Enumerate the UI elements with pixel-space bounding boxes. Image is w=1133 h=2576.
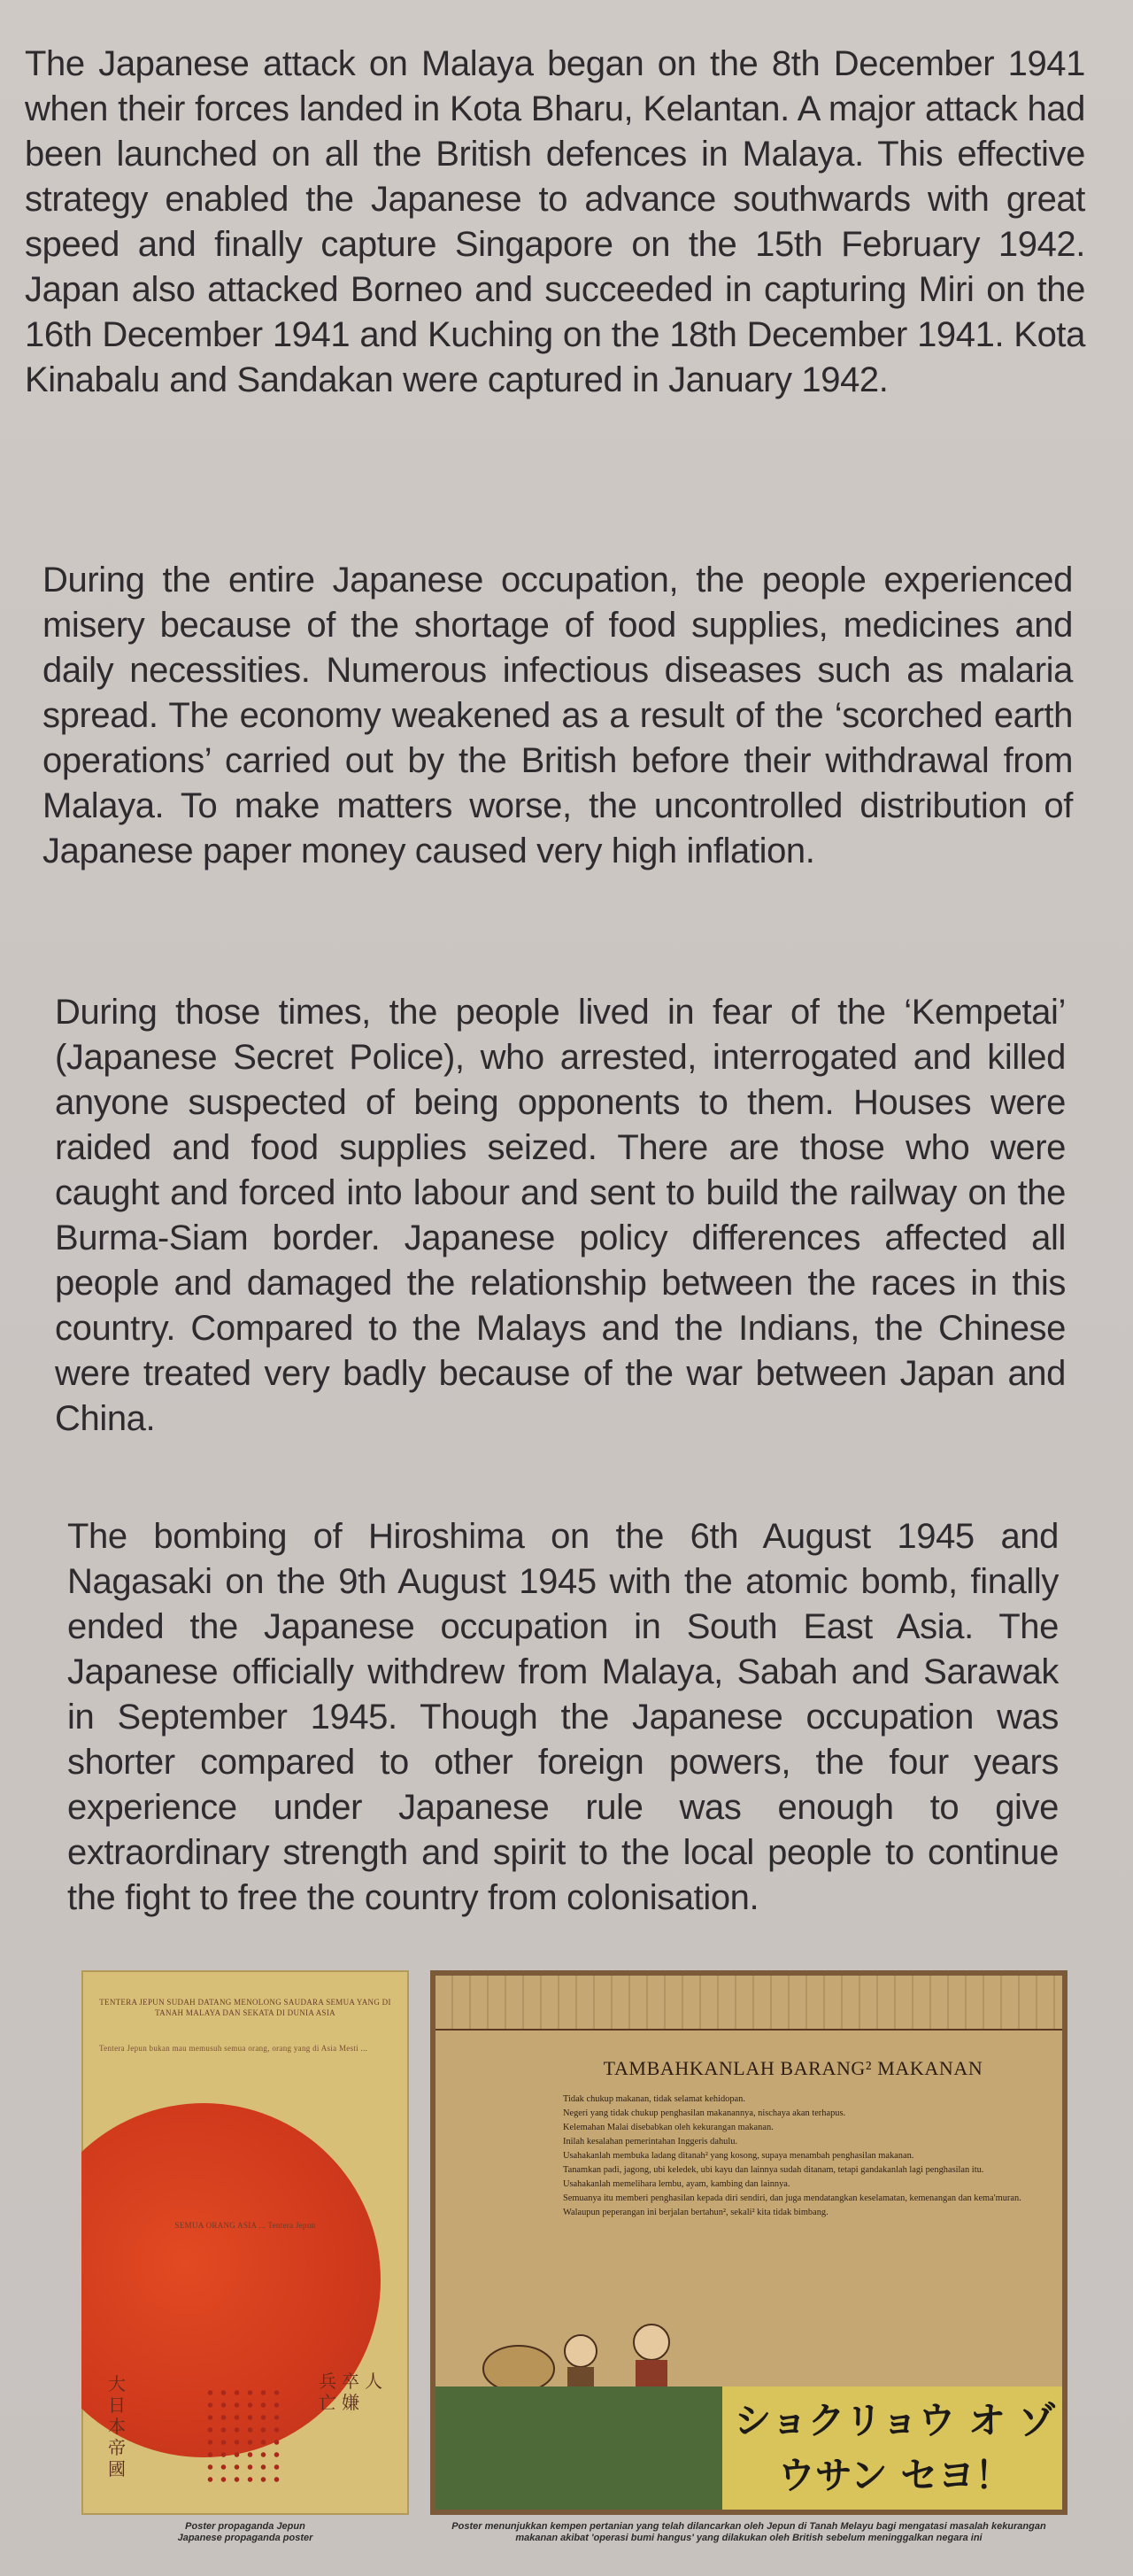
poster-katakana-slogan: ショクリョウ オ ゾウサン セヨ！ [734,2399,1056,2497]
poster-line: Tidak chukup makanan, tidak selamat kehidopan. [563,2094,745,2104]
poster-line: Kelemahan Malai disebabkan oleh kekurangan makanan. [563,2123,774,2132]
poster-line: Semuanya itu memberi penghasilan kepada diri sendiri, dan juga mendatangkan keselamatan, kemenangan dan kema'muran. [563,2193,1021,2203]
agriculture-poster-image [430,1970,1067,2515]
dot-pattern [204,2386,283,2484]
poster-line: Inilah kesalahan pemerintahan Inggeris dahulu. [563,2137,738,2147]
paragraph-occupation-misery: During the entire Japanese occupation, the people experienced misery because of the shortage of food supplies, medicines and daily necessities. Numerous infectious diseases such as malaria spread. The economy weakened as a result of the ‘scorched earth operations’ carried out by the British before their withdrawal from Malaya. To make matters worse, the uncontrolled distribution of Japanese paper money caused very high inflation. [42,561,1073,870]
poster2-caption: Poster menunjukkan kempen pertanian yang telah dilancarkan oleh Jepun di Tanah Melayu bagi mengatasi masalah kekurangan makanan akibat 'operasi bumi hangus' yang dilakukan oleh British sebelum meninggalkan negara ini [451,2521,1046,2543]
cjk-column-left: 大日本帝國 [108,2373,126,2479]
poster-line: Walaupun peperangan ini berjalan bertahun², sekali² kita tidak bimbang. [563,2208,829,2217]
poster-line: Usahakanlah memelihara lembu, ayam, kambing dan lainnya. [563,2179,790,2189]
paragraph-japanese-attack: The Japanese attack on Malaya began on the 8th December 1941 when their forces landed in Kota Bharu, Kelantan. A major attack had been launched on all the British defences in Malaya. This effective strategy enabled the Japanese to advance southwards with great speed and finally capture Singapore on the 15th February 1942. Japan also attacked Borneo and succeeded in capturing Miri on the 16th December 1941 and Kuching on the 18th December 1941. Kota Kinabalu and Sandakan were captured in January 1942. [25,44,1085,399]
cjk-column-right-2: 卒嫌 [342,2371,359,2413]
poster-heading: TENTERA JEPUN SUDAH DATANG MENOLONG SAUDARA SEMUA YANG DI TANAH MALAYA DAN SEKATA DI DUNIA ASIA [99,1998,391,2017]
poster-line: Negeri yang tidak chukup penghasilan makanannya, nischaya akan terhapus. [563,2108,846,2118]
caption-english: Japanese propaganda poster [177,2533,313,2543]
paragraph-kempetai: During those times, the people lived in fear of the ‘Kempetai’ (Japanese Secret Police), who arrested, interrogated and killed anyone suspected of being opponents to them. Houses were raided and food supplies seized. There are those who were caught and forced into labour and sent to build the railway on the Burma-Siam border. Japanese policy differences affected all people and damaged the relationship between the races in this country. Compared to the Malays and the Indians, the Chinese were treated very badly because of the war between Japan and China. [55,993,1066,1438]
poster-line: Usahakanlah membuka ladang ditanah² yang kosong, supaya menambah penghasilan makanan. [563,2151,914,2161]
poster-title: TAMBAHKANLAH BARANG² MAKANAN [603,2057,983,2079]
poster-body [563,2093,1041,2220]
poster-body-text-2: SEMUA ORANG ASIA ... Tentera Jepun [174,2221,316,2230]
propaganda-poster-image [81,1970,409,2515]
poster-line: Tanamkan padi, jagong, ubi keledek, ubi kayu dan lainnya sudah ditanam, tetapi gandakanlah lagi penghasilan itu. [563,2165,984,2175]
poster1-caption [81,2521,409,2544]
poster-animals-band [435,1976,1062,2031]
cjk-column-right-3: 人 [365,2371,382,2392]
cjk-column-right-1: 兵亡 [319,2371,336,2413]
paragraph-atomic-bomb: The bombing of Hiroshima on the 6th August 1945 and Nagasaki on the 9th August 1945 with the atomic bomb, finally ended the Japanese occupation in South East Asia. The Japanese officially withdrew from Malaya, Sabah and Sarawak in September 1945. Though the Japanese occupation was shorter compared to other foreign powers, the four years experience under Japanese rule was enough to give extraordinary strength and spirit to the local people to continue the fight to free the country from colonisation. [67,1517,1059,1917]
poster-body-text: Tentera Jepun bukan mau memusuh semua orang, orang yang di Asia Mesti ... [99,2044,368,2053]
caption-malay: Poster propaganda Jepun [185,2521,305,2532]
